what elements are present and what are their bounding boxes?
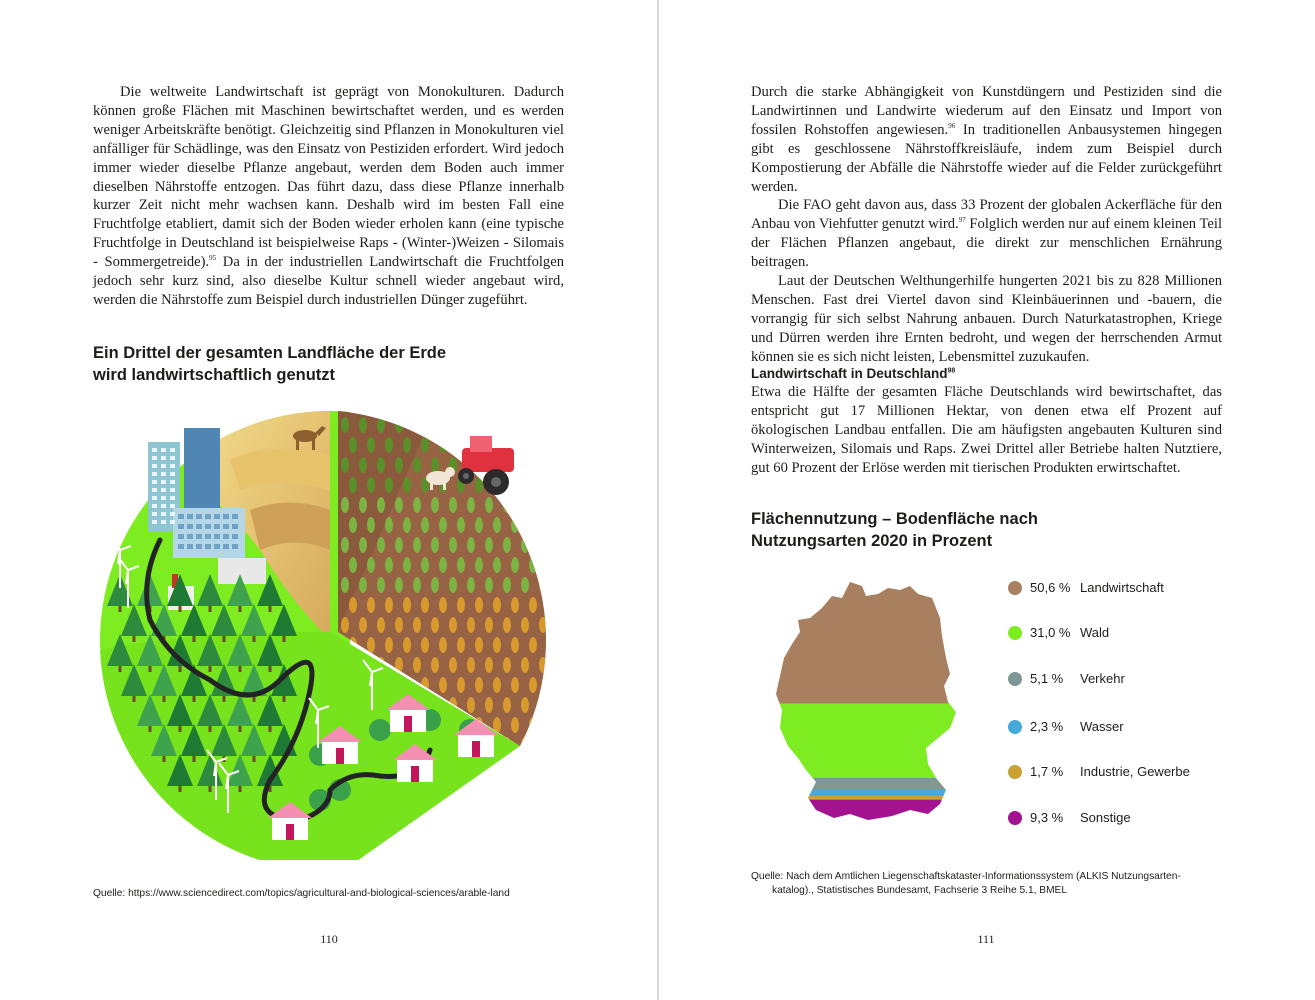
crop-plant — [395, 657, 403, 673]
crop-plant — [385, 637, 393, 653]
crop-plant — [485, 577, 493, 593]
right-paragraph-1-b: In traditionellen Anbausystemen hingegen gibt es geschlossene Nährstoffkreisläufe, indem zum Beispiel durch Kompostierung der Abfälle die Nährstoffe wieder auf die Felder zurückgeführt werden. — [751, 121, 1222, 195]
crop-plant — [521, 697, 529, 713]
map-bands — [770, 582, 960, 823]
crop-plant — [367, 637, 375, 653]
window — [161, 496, 166, 500]
window — [178, 534, 184, 539]
crop-plant — [457, 637, 465, 653]
crop-plant — [359, 537, 367, 553]
crop-plant — [521, 657, 529, 673]
land-use-pie-illustration — [0, 400, 657, 860]
crop-plant — [539, 457, 547, 473]
right-paragraph-3: Laut der Deutschen Welthungerhilfe hungerten 2021 bis zu 828 Millionen Menschen. Fast drei Viertel davon sind Kleinbäuerinnen und -bauern, die vorrangig für sich selbst Nahrung anbauen. Durch Naturkatastrophen, Kriege und Dürren werden ihre Ernten bedroht, und wegen der herrschenden Armut können sie es sich nicht leisten, Lebensmittel zuzukaufen. — [751, 273, 1222, 365]
crop-plant — [377, 457, 385, 473]
crop-plant — [467, 657, 475, 673]
crop-plant — [467, 617, 475, 633]
crop-plant — [439, 677, 447, 693]
window — [152, 480, 157, 484]
crop-plant — [377, 617, 385, 633]
right-source — [751, 870, 1231, 898]
crop-plant — [529, 717, 537, 733]
legend-swatch-wasser — [1008, 720, 1022, 734]
crop-plant — [413, 457, 421, 473]
crop-plant — [395, 497, 403, 513]
crop-plant — [547, 597, 555, 613]
window — [232, 514, 238, 519]
crop-plant — [403, 517, 411, 533]
window — [196, 524, 202, 529]
left-source-text: Quelle: https://www.sciencedirect.com/topics/agricultural-and-biological-sciences/arable-land — [93, 888, 510, 899]
crop-plant — [385, 437, 393, 453]
map-band-wasser — [770, 790, 960, 796]
window — [170, 520, 175, 524]
left-paragraph — [93, 83, 564, 310]
legend-label-industrie: Industrie, Gewerbe — [1080, 764, 1190, 779]
crop-plant — [467, 697, 475, 713]
crop-plant — [547, 677, 555, 693]
window — [152, 512, 157, 516]
crop-plant — [367, 517, 375, 533]
crop-plant — [475, 677, 483, 693]
germany-paragraph: Etwa die Hälfte der gesamten Fläche Deutschlands wird bewirtschaftet, das entspricht gut 17 Millionen Hektar, von denen etwa elf Prozent auf ökologischen Landbau entfallen. Die am häufigsten angebauten Kulturen sind Winterweizen, Silomais und Raps. Zwei Drittel aller Betriebe halten Nutztiere, gut 60 Prozent der Erlöse werden mit tierischen Produkten erwirtschaftet. — [751, 384, 1222, 476]
right-source-line1: Quelle: Nach dem Amtlichen Liegenschaftskataster-Informationssystem (ALKIS Nutzungsarten- — [751, 871, 1181, 882]
crop-plant — [457, 517, 465, 533]
window — [196, 534, 202, 539]
legend-label-sonstige: Sonstige — [1080, 810, 1131, 825]
crop-plant — [539, 417, 547, 433]
page-number-left: 110 — [320, 932, 338, 946]
crop-plant — [503, 577, 511, 593]
window — [152, 448, 157, 452]
legend-label-wasser: Wasser — [1080, 719, 1124, 734]
window — [152, 456, 157, 460]
window — [170, 512, 175, 516]
window — [170, 448, 175, 452]
window — [187, 524, 193, 529]
crop-plant — [359, 457, 367, 473]
crop-plant — [529, 477, 537, 493]
crop-plant — [475, 557, 483, 573]
window — [152, 472, 157, 476]
crop-plant — [439, 557, 447, 573]
footnote-95: 95 — [209, 254, 217, 263]
crop-plant — [449, 617, 457, 633]
legend-swatch-sonstige — [1008, 811, 1022, 825]
right-body-text — [751, 83, 1222, 367]
legend-label-wald: Wald — [1080, 625, 1110, 640]
crop-plant — [511, 597, 519, 613]
crop-plant — [395, 417, 403, 433]
footnote-97: 97 — [958, 216, 966, 225]
crop-plant — [421, 557, 429, 573]
legend-swatch-wald — [1008, 626, 1022, 640]
crop-plant — [431, 537, 439, 553]
crop-plant — [547, 557, 555, 573]
crop-plant — [503, 697, 511, 713]
pie-heading-line2: wird landwirtschaftlich genutzt — [93, 366, 336, 384]
crop-plant — [521, 737, 529, 753]
window — [214, 514, 220, 519]
window — [152, 488, 157, 492]
crop-plant — [511, 637, 519, 653]
window — [170, 480, 175, 484]
left-body-text — [93, 83, 564, 310]
crop-plant — [359, 617, 367, 633]
window — [178, 514, 184, 519]
crop-plant — [485, 697, 493, 713]
crop-plant — [449, 577, 457, 593]
map-band-landwirtschaft — [770, 582, 960, 704]
crop-plant — [475, 597, 483, 613]
crop-plant — [521, 457, 529, 473]
germany-subheading-text: Landwirtschaft in Deutschland — [751, 366, 948, 381]
page-number-right: 111 — [977, 932, 995, 946]
crop-plant — [547, 757, 555, 773]
crop-plant — [377, 417, 385, 433]
pie-heading-line1: Ein Drittel der gesamten Landfläche der Erde — [93, 344, 447, 362]
crop-plant — [403, 477, 411, 493]
window — [152, 496, 157, 500]
germany-subheading — [751, 364, 1222, 383]
window — [214, 524, 220, 529]
crop-plant — [493, 517, 501, 533]
crop-plant — [349, 517, 357, 533]
window — [161, 464, 166, 468]
window — [214, 544, 220, 549]
crop-plant — [341, 537, 349, 553]
crop-plant — [449, 417, 457, 433]
crop-plant — [539, 697, 547, 713]
crop-plant — [377, 577, 385, 593]
crop-plant — [493, 597, 501, 613]
legend-swatch-industrie — [1008, 765, 1022, 779]
window — [152, 504, 157, 508]
window — [232, 534, 238, 539]
legend-value-landwirtschaft: 50,6 % — [1030, 580, 1071, 595]
crop-plant — [467, 537, 475, 553]
crop-plant — [359, 577, 367, 593]
crop-plant — [413, 537, 421, 553]
legend-value-sonstige: 9,3 % — [1030, 810, 1064, 825]
window — [187, 534, 193, 539]
crop-plant — [511, 757, 519, 773]
crop-plant — [539, 617, 547, 633]
window — [232, 524, 238, 529]
round-tree — [369, 719, 391, 741]
germany-section — [751, 364, 1222, 478]
crop-plant — [485, 617, 493, 633]
crop-plant — [413, 657, 421, 673]
window — [205, 514, 211, 519]
legend-value-industrie: 1,7 % — [1030, 764, 1064, 779]
legend-value-wald: 31,0 % — [1030, 625, 1071, 640]
crop-plant — [457, 597, 465, 613]
crop-plant — [431, 457, 439, 473]
crop-plant — [475, 637, 483, 653]
map-band-wald — [770, 703, 960, 778]
window — [196, 514, 202, 519]
crop-plant — [547, 437, 555, 453]
crop-plant — [485, 537, 493, 553]
crop-plant — [421, 597, 429, 613]
crop-plant — [485, 417, 493, 433]
window — [161, 504, 166, 508]
map-band-sonstige — [770, 800, 960, 823]
crop-plant — [349, 557, 357, 573]
crop-plant — [359, 417, 367, 433]
window — [223, 534, 229, 539]
crop-plant — [529, 597, 537, 613]
crop-plant — [539, 497, 547, 513]
crop-plant — [439, 437, 447, 453]
legend-value-verkehr: 5,1 % — [1030, 671, 1064, 686]
crop-plant — [367, 477, 375, 493]
crop-plant — [503, 417, 511, 433]
window — [161, 448, 166, 452]
window — [152, 464, 157, 468]
crop-plant — [439, 637, 447, 653]
crop-plant — [431, 417, 439, 433]
crop-plant — [521, 577, 529, 593]
window — [161, 520, 166, 524]
crop-plant — [539, 737, 547, 753]
crop-plant — [485, 497, 493, 513]
window — [187, 544, 193, 549]
crop-plant — [539, 577, 547, 593]
crop-plant — [367, 437, 375, 453]
crop-plant — [467, 417, 475, 433]
right-paragraph-1-a: Durch die starke Abhängigkeit von Kunstdüngern und Pestiziden sind die Landwirtinnen und Landwirte wiederum auf den Einsatz und Import von fossilen Rohstoffen angewiesen. — [751, 84, 1222, 138]
crop-plant — [529, 437, 537, 453]
right-paragraph-2-b: Folglich werden nur auf einem kleinen Teil der Flächen Pflanzen angebaut, die direkt zur menschlichen Ernährung beitragen. — [751, 216, 1223, 271]
crop-plant — [529, 757, 537, 773]
crop-plant — [511, 677, 519, 693]
window — [178, 544, 184, 549]
crop-plant — [377, 537, 385, 553]
crop-plant — [521, 537, 529, 553]
crop-plant — [431, 617, 439, 633]
window — [170, 456, 175, 460]
chart-heading-line2: Nutzungsarten 2020 in Prozent — [751, 532, 993, 550]
window — [232, 544, 238, 549]
crop-plant — [385, 597, 393, 613]
crop-plant — [467, 577, 475, 593]
right-source-line2: katalog)., Statistisches Bundesamt, Fachserie 3 Reihe 5.1, BMEL — [772, 885, 1068, 896]
footnote-98: 98 — [947, 367, 956, 375]
pie-heading — [93, 342, 573, 386]
window — [205, 534, 211, 539]
crop-plant — [503, 537, 511, 553]
crop-plant — [431, 497, 439, 513]
crop-plant — [341, 617, 349, 633]
crop-plant — [511, 517, 519, 533]
crop-plant — [449, 537, 457, 553]
crop-plant — [395, 457, 403, 473]
crop-plant — [403, 437, 411, 453]
crop-plant — [367, 597, 375, 613]
left-paragraph-text: Die weltweite Landwirtschaft ist geprägt von Monokulturen. Dadurch können große Flächen mit Maschinen bewirtschaftet werden, und es werden weniger Arbeitskräfte benötigt. Gleichzeitig sind Pflanzen in Monokulturen viel anfälliger für Schädlinge, was den Einsatz von Pestiziden erfordert. Wird jedoch immer wieder dieselbe Pflanze angebaut, werden dem Boden auch immer dieselben Nährstoffe entzogen. Das führt dazu, dass diese Pflanze innerhalb kurzer Zeit nicht mehr wachsen kann. Deshalb wird im besten Fall eine Fruchtfolge etabliert, damit sich der Boden wieder erholen kann (eine typische Fruchtfolge in Deutschland ist beispielweise Raps - (Winter-)Weizen - Silomais - Sommergetreide). — [93, 84, 564, 271]
crop-plant — [395, 537, 403, 553]
crop-plant — [421, 437, 429, 453]
footnote-96: 96 — [948, 121, 956, 130]
window — [161, 488, 166, 492]
window — [223, 544, 229, 549]
crop-plant — [529, 677, 537, 693]
window — [187, 514, 193, 519]
window — [152, 520, 157, 524]
crop-plant — [503, 617, 511, 633]
crop-plant — [413, 617, 421, 633]
crop-plant — [485, 657, 493, 673]
window — [205, 524, 211, 529]
crop-plant — [521, 417, 529, 433]
crop-plant — [341, 457, 349, 473]
window — [170, 488, 175, 492]
window — [205, 544, 211, 549]
crop-plant — [547, 637, 555, 653]
window — [161, 512, 166, 516]
crop-plant — [529, 637, 537, 653]
window — [214, 534, 220, 539]
legend-swatch-verkehr — [1008, 672, 1022, 686]
crop-plant — [367, 557, 375, 573]
crop-plant — [349, 597, 357, 613]
window — [223, 514, 229, 519]
crop-plant — [421, 517, 429, 533]
crop-plant — [377, 497, 385, 513]
crop-plant — [457, 557, 465, 573]
right-paragraph-1 — [751, 83, 1222, 196]
left-source — [93, 887, 633, 901]
crop-plant — [413, 577, 421, 593]
right-paragraph-2-a: Die FAO geht davon aus, dass 33 Prozent der globalen Ackerfläche für den Anbau von Viehfutter genutzt wird. — [751, 197, 1222, 233]
crop-plant — [431, 657, 439, 673]
crop-plant — [403, 557, 411, 573]
crop-plant — [349, 477, 357, 493]
crop-plant — [547, 477, 555, 493]
crop-plant — [341, 497, 349, 513]
crop-plant — [529, 557, 537, 573]
window — [178, 524, 184, 529]
legend-swatch-landwirtschaft — [1008, 581, 1022, 595]
crop-plant — [547, 517, 555, 533]
crop-plant — [395, 617, 403, 633]
crop-plant — [521, 617, 529, 633]
window — [170, 504, 175, 508]
right-paragraph-2 — [751, 196, 1222, 272]
crop-plant — [547, 717, 555, 733]
germany-land-use-map — [770, 578, 960, 828]
crop-plant — [529, 517, 537, 533]
crop-plant — [511, 477, 519, 493]
crop-plant — [403, 637, 411, 653]
window — [170, 464, 175, 468]
window — [223, 524, 229, 529]
crop-plant — [511, 557, 519, 573]
map-band-industrie-gewerbe — [770, 796, 960, 801]
crop-plant — [421, 637, 429, 653]
crop-plant — [467, 497, 475, 513]
legend-label-verkehr: Verkehr — [1080, 671, 1125, 686]
crop-plant — [511, 717, 519, 733]
crop-plant — [439, 597, 447, 613]
legend-label-landwirtschaft: Landwirtschaft — [1080, 580, 1164, 595]
crop-plant — [449, 497, 457, 513]
crop-plant — [521, 497, 529, 513]
window — [161, 480, 166, 484]
legend-value-wasser: 2,3 % — [1030, 719, 1064, 734]
crop-plant — [493, 637, 501, 653]
crop-plant — [385, 477, 393, 493]
crop-plant — [475, 517, 483, 533]
crop-plant — [449, 657, 457, 673]
crop-plant — [403, 597, 411, 613]
crop-plant — [413, 497, 421, 513]
crop-plant — [385, 557, 393, 573]
crop-plant — [539, 657, 547, 673]
crop-plant — [341, 577, 349, 593]
chart-heading — [751, 508, 1231, 552]
crop-plant — [493, 677, 501, 693]
left-paragraph-end: Da in der industriellen Landwirtschaft die Fruchtfolgen jedoch sehr kurz sind, also dieselbe Kultur schnell wieder angebaut wird, werden die Nährstoffe zum Beispiel durch industriellen Dünger zugeführt. — [93, 254, 564, 308]
map-band-verkehr — [770, 778, 960, 791]
crop-plant — [395, 577, 403, 593]
chart-heading-line1: Flächennutzung – Bodenfläche nach — [751, 510, 1038, 528]
window — [161, 472, 166, 476]
crop-plant — [539, 537, 547, 553]
crop-plant — [503, 497, 511, 513]
crop-plant — [503, 657, 511, 673]
crop-plant — [457, 677, 465, 693]
crop-plant — [413, 417, 421, 433]
window — [161, 456, 166, 460]
crop-plant — [349, 437, 357, 453]
crop-plant — [493, 557, 501, 573]
crop-plant — [385, 517, 393, 533]
window — [170, 472, 175, 476]
crop-plant — [359, 497, 367, 513]
crop-plant — [439, 517, 447, 533]
window — [196, 544, 202, 549]
crop-plant — [341, 417, 349, 433]
window — [170, 496, 175, 500]
crop-plant — [431, 577, 439, 593]
crop-plant — [475, 477, 483, 493]
